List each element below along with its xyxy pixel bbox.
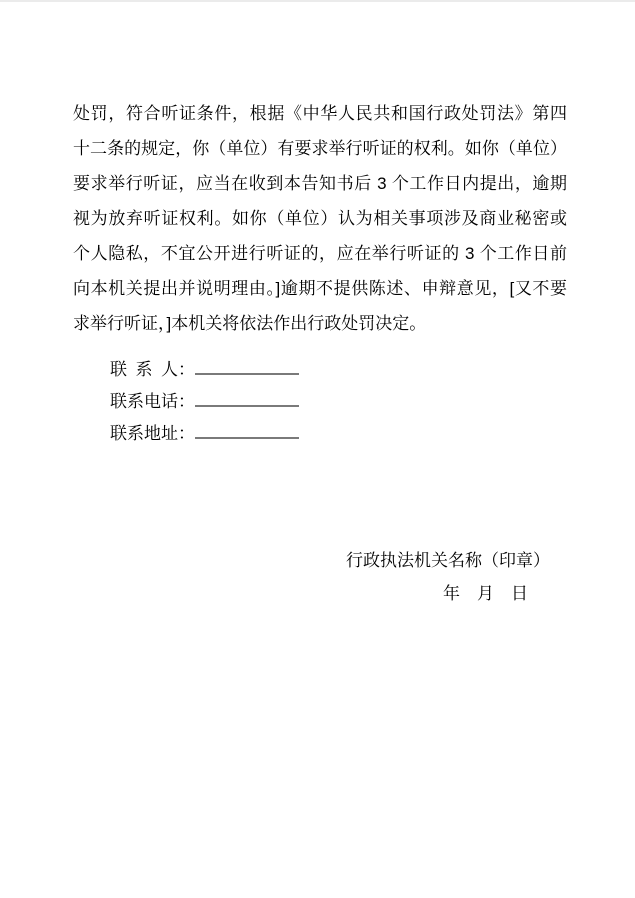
paragraph-line: 十二条的规定，你（单位）有要求举行听证的权利。如你（单位） <box>73 139 567 158</box>
contact-row <box>110 418 299 450</box>
paragraph-line: 处罚，符合听证条件，根据《中华人民共和国行政处罚法》第四 <box>73 104 567 123</box>
paragraph-line: 要求举行听证，应当在收到本告知书后 3 个工作日内提出，逾期 <box>73 174 567 193</box>
contact-phone-label: 联系电话： <box>110 392 195 411</box>
contact-row <box>110 354 299 386</box>
paragraph-line: 求举行听证，]本机关将依法作出行政处罚决定。 <box>73 314 427 333</box>
date-line: 年 月 日 <box>443 584 528 603</box>
contact-block <box>110 354 299 450</box>
contact-phone-fill-line <box>195 391 299 407</box>
agency-name-line: 行政执法机关名称（印章） <box>346 551 550 570</box>
contact-address-label: 联系地址： <box>110 424 195 443</box>
contact-row <box>110 386 299 418</box>
contact-person-label: 联 系 人： <box>110 360 195 379</box>
contact-address-fill-line <box>195 423 299 439</box>
contact-person-fill-line <box>195 359 299 375</box>
hearing-notice-paragraph <box>73 96 567 341</box>
paragraph-line: 向本机关提出并说明理由。]逾期不提供陈述、申辩意见，[又不要 <box>73 279 567 298</box>
paragraph-line: 视为放弃听证权利。如你（单位）认为相关事项涉及商业秘密或 <box>73 209 567 228</box>
paragraph-line: 个人隐私，不宜公开进行听证的，应在举行听证的 3 个工作日前 <box>73 244 567 263</box>
signature-block <box>0 544 550 610</box>
